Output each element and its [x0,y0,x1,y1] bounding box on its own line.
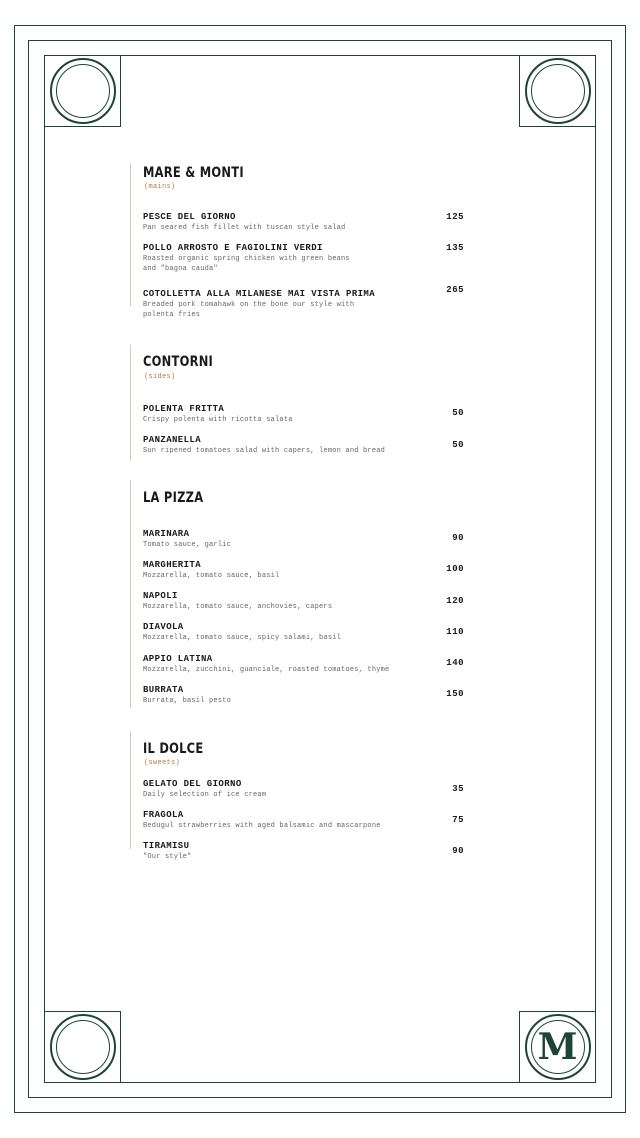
section-subtitle: (mains) [144,183,176,191]
section-divider [130,345,131,461]
section-subtitle: (sweets) [144,759,181,767]
item-price: 135 [446,243,464,253]
menu-item [143,212,473,233]
item-name: POLLO ARROSTO E FAGIOLINI VERDI [143,243,323,253]
menu-item [143,622,473,643]
item-description: Mozzarella, tomato sauce, basil [143,572,280,580]
item-description: Tomato sauce, garlic [143,541,232,549]
item-price: 150 [446,689,464,699]
item-name: NAPOLI [143,591,178,601]
item-description: Mozzarella, tomato sauce, anchovies, capers [143,603,333,611]
section-subtitle: (sides) [144,373,176,381]
item-price: 90 [452,533,464,543]
corner-ornament-top-left [44,55,121,127]
item-price: 120 [446,596,464,606]
item-price: 35 [452,784,464,794]
item-name: COTOLLETTA ALLA MILANESE MAI VISTA PRIMA [143,289,376,299]
item-description: Sun ripened tomatoes salad with capers, lemon and bread [143,447,386,455]
item-name: PANZANELLA [143,435,202,445]
section-title: LA PIZZA [143,490,204,506]
corner-ornament-top-right [519,55,596,127]
menu-item [143,435,473,456]
item-price: 100 [446,564,464,574]
corner-ornament-bottom-left [44,1011,121,1083]
item-description: Daily selection of ice cream [143,791,267,799]
section-title: CONTORNI [143,354,214,370]
item-name: TIRAMISU [143,841,190,851]
item-description: Roasted organic spring chicken with green beans and "bagna cauda" [143,255,350,273]
menu-item [143,289,473,320]
menu-item [143,779,473,800]
double-circle-ornament-icon [50,1014,116,1080]
section-divider [130,480,131,708]
corner-logo-bottom-right [519,1011,596,1083]
item-description: Burrata, basil pesto [143,697,232,705]
item-name: APPIO LATINA [143,654,213,664]
menu-item [143,591,473,612]
item-name: BURRATA [143,685,184,695]
section-divider [130,731,131,849]
m-monogram-icon [525,1014,591,1080]
item-name: FRAGOLA [143,810,184,820]
item-description: Pan seared fish fillet with tuscan style salad [143,224,346,232]
logo-letter: M [537,1026,578,1068]
menu-item [143,810,473,831]
menu-item [143,685,473,706]
menu-item [143,841,473,862]
menu-item [143,654,473,675]
item-price: 125 [446,212,464,222]
item-price: 50 [452,440,464,450]
double-circle-ornament-icon [525,58,591,124]
item-description: Crispy polenta with ricotta salata [143,416,293,424]
item-name: MARGHERITA [143,560,202,570]
menu-item [143,529,473,550]
menu-item [143,404,473,425]
item-name: POLENTA FRITTA [143,404,225,414]
item-price: 90 [452,846,464,856]
item-price: 75 [452,815,464,825]
item-name: DIAVOLA [143,622,184,632]
item-price: 265 [446,285,464,295]
item-description: Mozzarella, zucchini, guanciale, roasted tomatoes, thyme [143,666,390,674]
item-description: Breaded pork tomahawk on the bone our style with polenta fries [143,301,355,319]
item-name: MARINARA [143,529,190,539]
item-description: Mozzarella, tomato sauce, spicy salami, basil [143,634,342,642]
section-divider [130,163,131,306]
menu-item [143,243,473,274]
double-circle-ornament-icon [50,58,116,124]
item-price: 140 [446,658,464,668]
item-description: "Our style" [143,853,192,861]
item-name: GELATO DEL GIORNO [143,779,242,789]
item-name: PESCE DEL GIORNO [143,212,236,222]
section-title: MARE & MONTI [143,165,244,181]
menu-item [143,560,473,581]
item-price: 50 [452,408,464,418]
item-description: Bedugul strawberries with aged balsamic and mascarpone [143,822,381,830]
item-price: 110 [446,627,464,637]
section-title: IL DOLCE [143,741,204,757]
